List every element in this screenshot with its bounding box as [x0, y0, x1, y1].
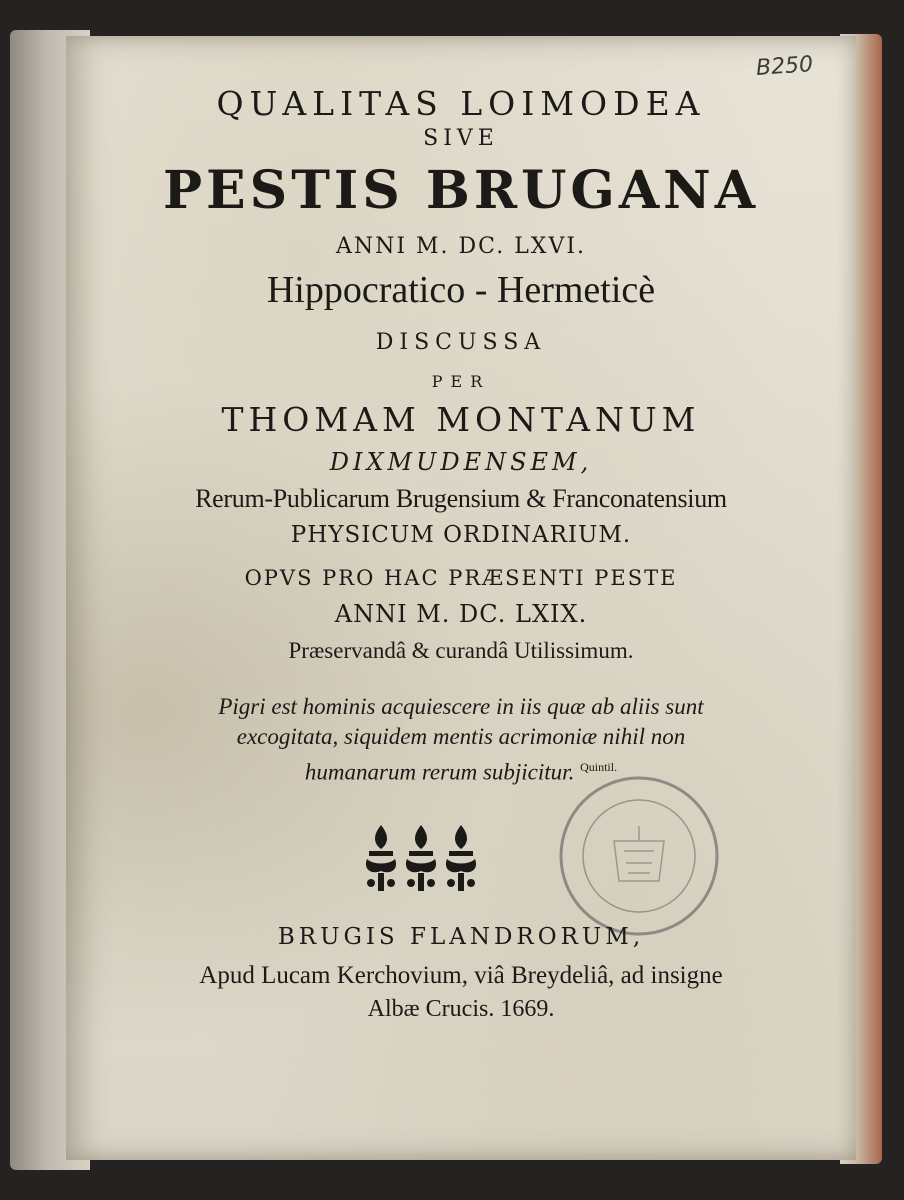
utility-line: Præservandâ & curandâ Utilissimum. [288, 638, 634, 663]
imprint-printer: Apud Lucam Kerchovium, viâ Breydeliâ, ad insigne [199, 962, 723, 989]
title-page [66, 36, 856, 1160]
subtitle-line: Hippocratico - Hermeticè [266, 269, 656, 311]
author-name: THOMAM MONTANUM [221, 400, 701, 439]
fleuron-left [366, 825, 396, 891]
plague-year-line: ANNI M. DC. LXIX. [334, 600, 588, 628]
fleuron-center [406, 825, 436, 891]
fleuron-ornament-icon [361, 821, 481, 896]
discussa-line: DISCUSSA [375, 330, 547, 355]
shelfmark: B250 [755, 52, 814, 81]
opus-line: OPVS PRO HAC PRÆSENTI PESTE [244, 566, 678, 590]
library-stamp-icon [554, 771, 724, 941]
year-line: ANNI M. DC. LXVI. [335, 234, 587, 259]
title-line-1: QUALITAS LOIMODEA [216, 84, 706, 123]
imprint-date: Albæ Crucis. 1669. [367, 996, 555, 1022]
author-origin: DIXMUDENSEM, [329, 448, 593, 476]
author-office: Rerum-Publicarum Brugensium & Franconatensium [195, 484, 727, 513]
motto-line-3: humanarum rerum subjicitur. [304, 759, 575, 785]
main-title: PESTIS BRUGANA [162, 160, 760, 221]
fleuron-right [446, 825, 476, 891]
imprint-city: BRUGIS FLANDRORUM, [277, 924, 645, 950]
motto-line-2: excogitata, siquidem mentis acrimoniæ nihil non [236, 724, 686, 749]
motto-line-1: Pigri est hominis acquiescere in iis quæ ab aliis sunt [218, 694, 704, 719]
motto-attribution: Quintil. [580, 760, 618, 774]
per-line: PER [431, 372, 491, 391]
title-line-2: SIVE [423, 126, 499, 151]
author-title: PHYSICUM ORDINARIUM. [290, 522, 632, 548]
